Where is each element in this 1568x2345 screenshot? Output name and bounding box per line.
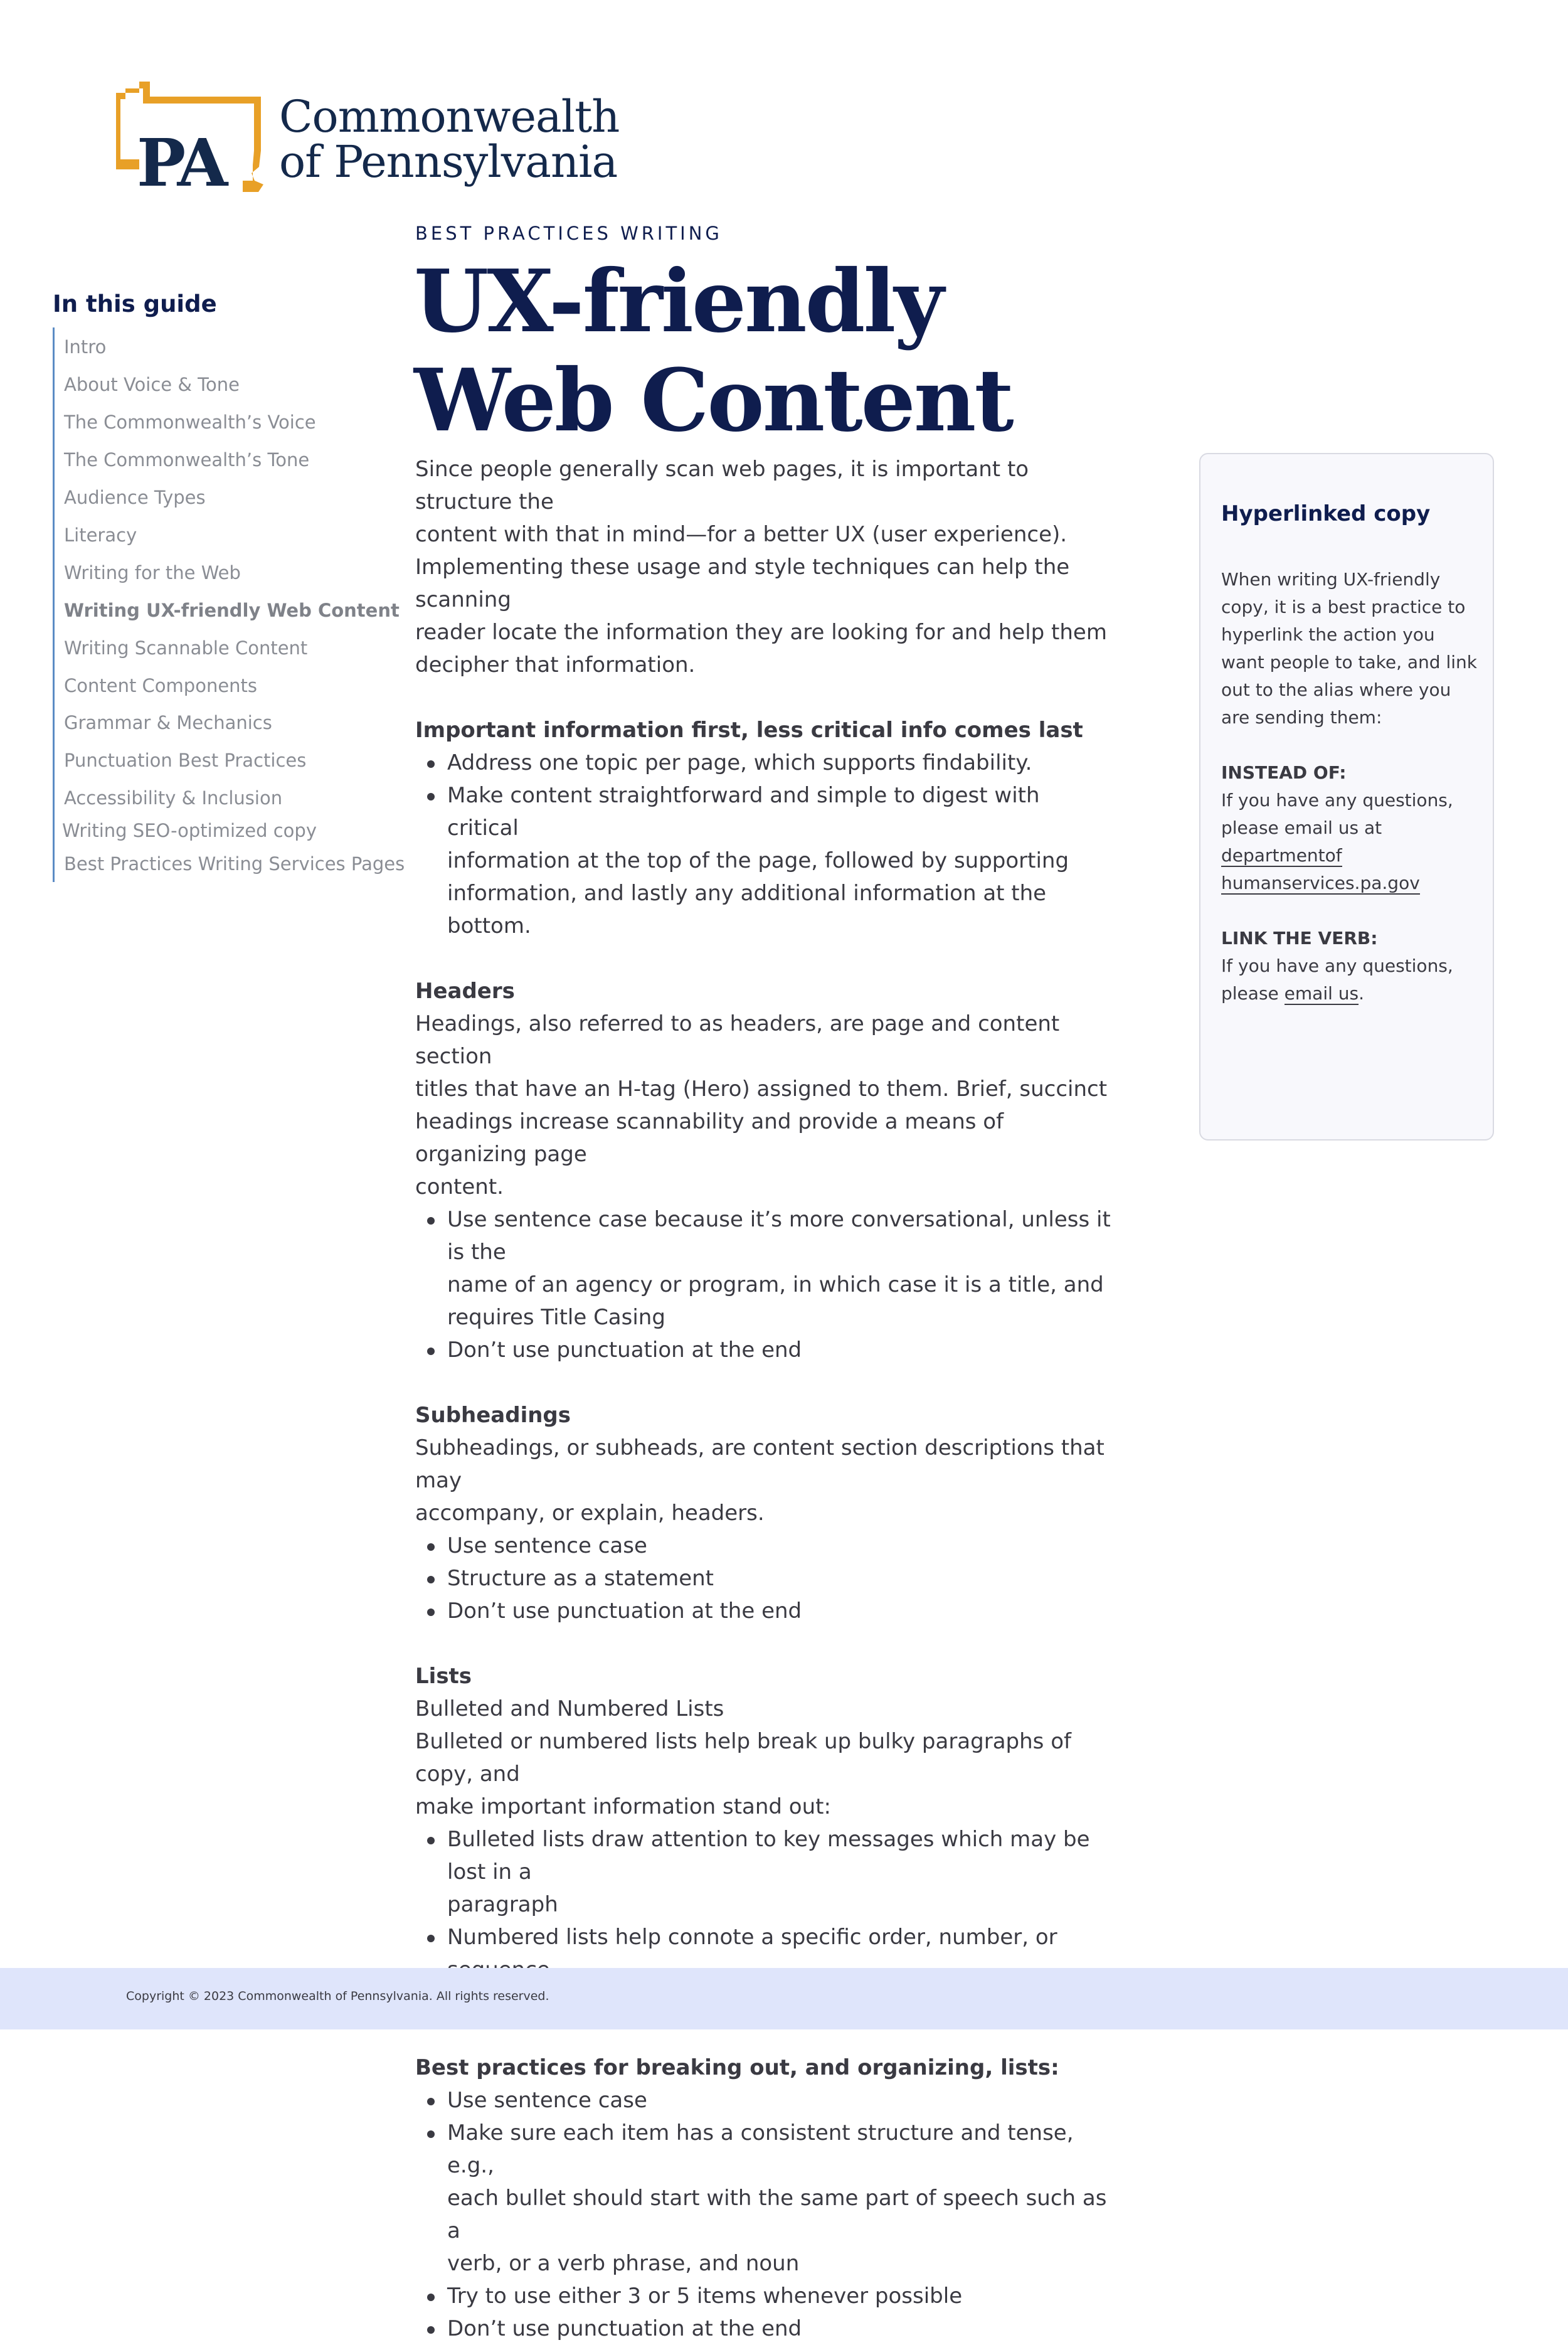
verb-example-prefix: please (1221, 983, 1285, 1004)
instead-of-example (1221, 787, 1485, 897)
pa-keystone-icon (113, 80, 270, 193)
card-intro-line: hyperlink the action you (1221, 624, 1435, 645)
toc-item-seo-copy[interactable]: Writing SEO-optimized copy (62, 820, 317, 841)
page-title (414, 252, 1012, 450)
logo-line-1: Commonwealth (279, 91, 620, 142)
toc-item-content-components[interactable]: Content Components (64, 675, 258, 696)
list-item-text: information at the top of the page, followed by supporting (447, 848, 1069, 873)
toc-item-ux-friendly-active[interactable]: Writing UX-friendly Web Content (64, 600, 400, 621)
toc-item-intro[interactable]: Intro (64, 336, 107, 358)
lists-subtitle: Bulleted and Numbered Lists (415, 1696, 724, 1721)
list-item (415, 1595, 1111, 1627)
important-list (415, 747, 1111, 942)
card-intro (1221, 566, 1485, 731)
card-body (1221, 566, 1485, 1008)
card-intro-line: out to the alias where you (1221, 679, 1451, 700)
logo-wordmark (279, 91, 620, 188)
toc-item-audience-types[interactable]: Audience Types (64, 487, 206, 508)
card-intro-line: copy, it is a best practice to (1221, 597, 1466, 617)
toc-title: In this guide (53, 290, 217, 317)
footer-copyright: Copyright © 2023 Commonwealth of Pennsylvania. All rights reserved. (126, 1989, 549, 2003)
toc-item-accessibility[interactable]: Accessibility & Inclusion (64, 787, 283, 809)
list-item (415, 2280, 1111, 2312)
card-intro-line: want people to take, and link (1221, 652, 1477, 673)
best-practices-heading: Best practices for breaking out, and organizing, lists: (415, 2055, 1059, 2080)
list-item (415, 1562, 1111, 1595)
list-item (415, 2084, 1111, 2117)
list-item-text: Don’t use punctuation at the end (447, 1337, 802, 1363)
logo-line-2: of Pennsylvania (279, 136, 618, 188)
page-eyebrow: BEST PRACTICES WRITING (415, 223, 723, 244)
list-item-text: paragraph (447, 1892, 558, 1917)
pa-logo[interactable] (113, 80, 620, 193)
best-practices-list (415, 2084, 1111, 2345)
subheadings-paragraph (415, 1432, 1111, 1529)
toc-item-scannable-content[interactable]: Writing Scannable Content (64, 637, 308, 659)
verb-example-line: If you have any questions, (1221, 955, 1453, 976)
toc-item-grammar-mechanics[interactable]: Grammar & Mechanics (64, 712, 272, 733)
toc-nav (53, 327, 405, 882)
intro-line: Since people generally scan web pages, it is important to structure the (415, 457, 1029, 514)
lists-line: Bulleted or numbered lists help break up bulky paragraphs of copy, and (415, 1729, 1071, 1787)
list-item-text: Numbered lists help connote a specific order, number, or (447, 1925, 1057, 1950)
list-item (415, 779, 1111, 942)
list-item-text: Make sure each item has a consistent structure and tense, e.g., (447, 2120, 1074, 2178)
toc-item-punctuation[interactable]: Punctuation Best Practices (64, 750, 307, 771)
intro-line: content with that in mind—for a better UX (user experience). (415, 522, 1067, 547)
card-intro-line: When writing UX-friendly (1221, 569, 1441, 590)
list-item (415, 1203, 1111, 1334)
list-item-text: Bulleted lists draw attention to key messages which may be lost in a (447, 1827, 1090, 1885)
toc-item-voice-tone[interactable]: About Voice & Tone (64, 374, 240, 395)
list-item-text: Use sentence case (447, 1533, 647, 1558)
page-title-line-2: Web Content (414, 350, 1012, 451)
page-footer (0, 1968, 1568, 2029)
headers-line: headings increase scannability and provide a means of organizing page (415, 1109, 1004, 1167)
subheadings-list (415, 1529, 1111, 1627)
link-the-verb-label: LINK THE VERB: (1221, 928, 1378, 949)
lists-heading: Lists (415, 1664, 472, 1689)
instead-of-line: If you have any questions, (1221, 790, 1453, 811)
instead-of-line: please email us at (1221, 817, 1382, 838)
toc-item-services-pages[interactable]: Best Practices Writing Services Pages (64, 853, 405, 875)
card-title: Hyperlinked copy (1221, 501, 1431, 526)
link-the-verb-example (1221, 952, 1485, 1008)
headers-list (415, 1203, 1111, 1366)
instead-of-label: INSTEAD OF: (1221, 762, 1347, 783)
intro-line: reader locate the information they are looking for and help them (415, 620, 1107, 645)
list-item-text: name of an agency or program, in which case it is a title, and (447, 1272, 1104, 1297)
toc-item-literacy[interactable]: Literacy (64, 524, 137, 546)
list-item-text: Make content straightforward and simple to digest with critical (447, 783, 1040, 841)
main-content (415, 453, 1111, 2345)
headers-heading: Headers (415, 979, 515, 1004)
lists-line: make important information stand out: (415, 1794, 831, 1819)
headers-paragraph (415, 1008, 1111, 1203)
hyperlinked-copy-card (1199, 453, 1494, 1141)
card-intro-line: are sending them: (1221, 707, 1382, 728)
list-item-text: requires Title Casing (447, 1305, 665, 1330)
toc-item-commonwealth-tone[interactable]: The Commonwealth’s Tone (64, 449, 310, 471)
list-item-text: Don’t use punctuation at the end (447, 2316, 802, 2341)
list-item-text: Use sentence case (447, 2088, 647, 2113)
list-item-text: Try to use either 3 or 5 items whenever possible (447, 2284, 963, 2309)
email-us-link[interactable]: email us (1284, 983, 1359, 1004)
toc-item-writing-web[interactable]: Writing for the Web (64, 562, 241, 583)
list-item (415, 747, 1111, 779)
intro-line: Implementing these usage and style techniques can help the scanning (415, 555, 1070, 612)
headers-line: Headings, also referred to as headers, are page and content section (415, 1011, 1060, 1069)
page-title-line-1: UX-friendly (414, 251, 943, 352)
intro-line: decipher that information. (415, 652, 696, 678)
list-item (415, 1334, 1111, 1366)
pa-mark-letters: PA (137, 124, 225, 193)
important-heading: Important information first, less critical info comes last (415, 718, 1083, 743)
list-item-text: Structure as a statement (447, 1566, 714, 1591)
department-email-link-1[interactable]: departmentof (1221, 845, 1342, 866)
list-item-text: Use sentence case because it’s more conversational, unless it is the (447, 1207, 1111, 1265)
lists-paragraph (415, 1725, 1111, 1823)
list-item-text: verb, or a verb phrase, and noun (447, 2251, 800, 2276)
headers-line: content. (415, 1174, 504, 1199)
subheadings-heading: Subheadings (415, 1403, 571, 1428)
list-item (415, 1823, 1111, 1921)
list-item (415, 2117, 1111, 2280)
list-item-text: information, and lastly any additional information at the bottom. (447, 881, 1047, 939)
list-item (415, 2312, 1111, 2345)
intro-paragraph (415, 453, 1111, 681)
list-item (415, 1529, 1111, 1562)
headers-line: titles that have an H-tag (Hero) assigned to them. Brief, succinct (415, 1077, 1108, 1102)
list-item-text: each bullet should start with the same part of speech such as a (447, 2186, 1107, 2243)
subheadings-line: accompany, or explain, headers. (415, 1501, 765, 1526)
subheadings-line: Subheadings, or subheads, are content section descriptions that may (415, 1435, 1104, 1493)
toc-item-commonwealth-voice[interactable]: The Commonwealth’s Voice (64, 412, 316, 433)
list-item-text: Don’t use punctuation at the end (447, 1598, 802, 1624)
department-email-link-2[interactable]: humanservices.pa.gov (1221, 873, 1420, 893)
verb-example-suffix: . (1359, 983, 1365, 1004)
list-item-text: Address one topic per page, which supports findability. (447, 750, 1032, 775)
